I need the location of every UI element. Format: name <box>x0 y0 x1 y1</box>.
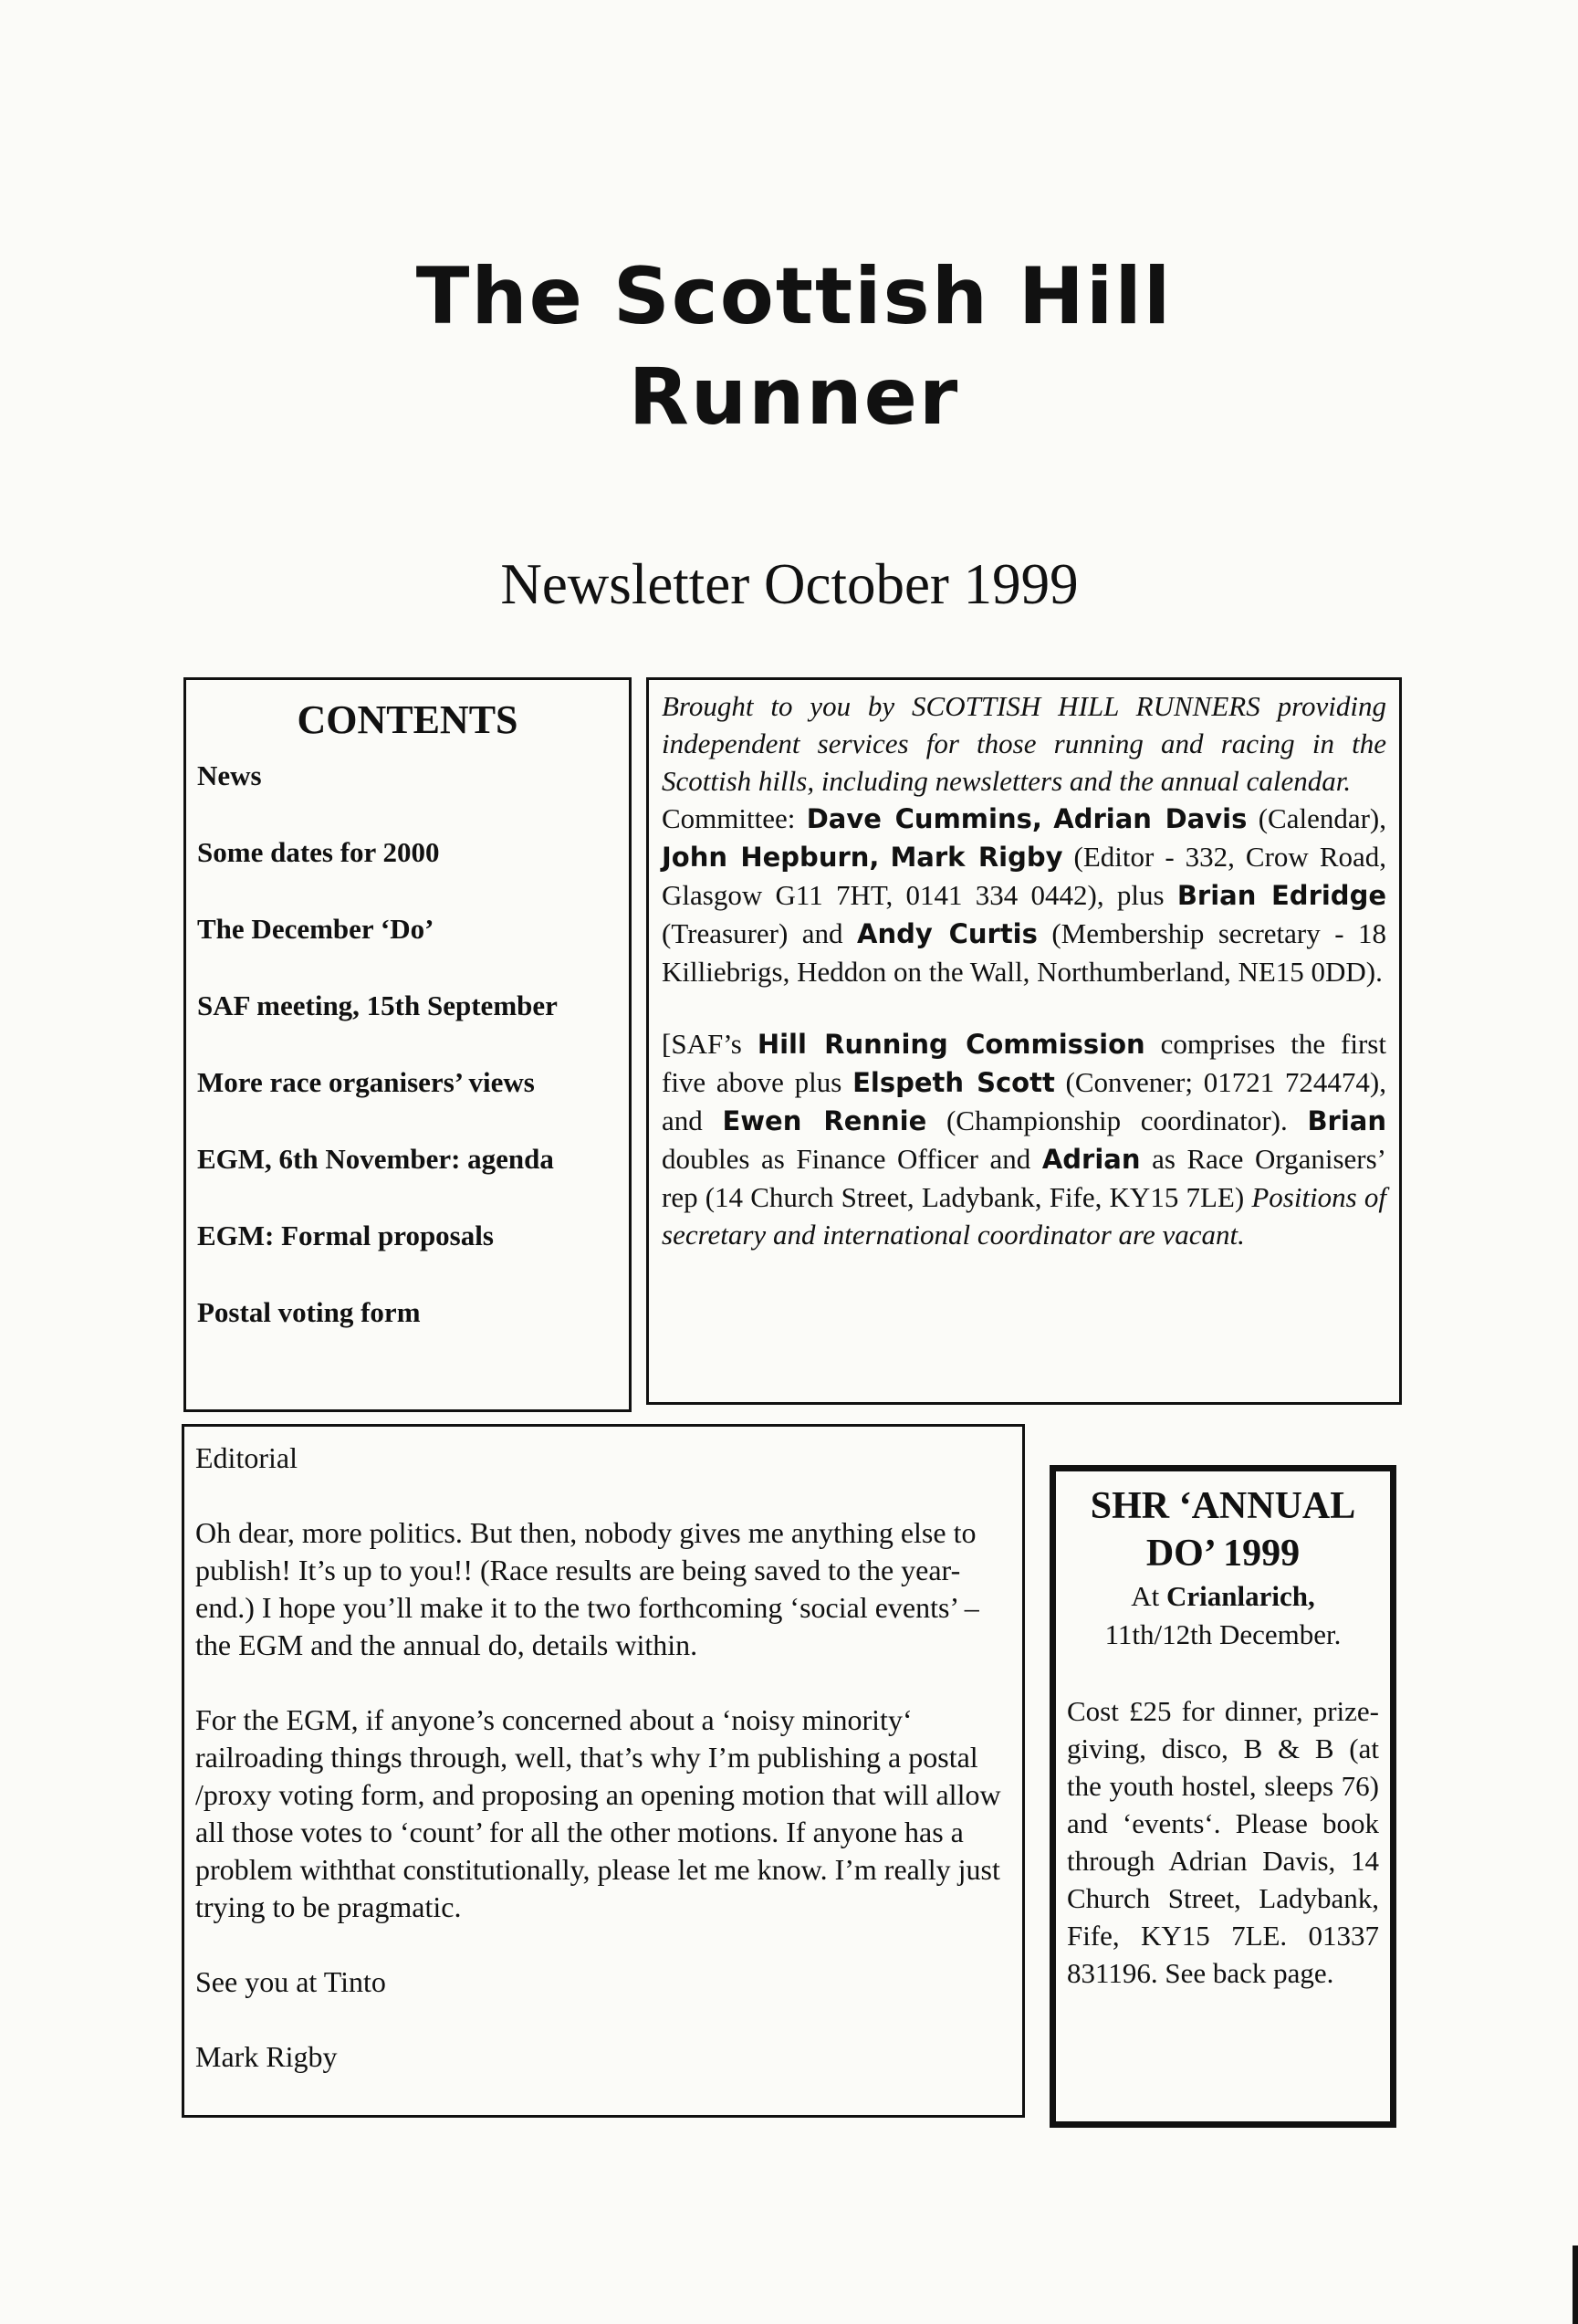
contents-list <box>197 759 629 1373</box>
contents-box <box>183 677 632 1412</box>
editorial-paragraph-1: Oh dear, more politics. But then, nobody gives me anything else to publish! It’s up to you!! (Race results are being saved to the year-end.) I hope you’ll make it to the two forthcoming ‘social events’ – the EGM and the annual do, details within. <box>195 1516 979 1661</box>
title-line-2: Runner <box>628 351 960 443</box>
committee-intro <box>662 687 1386 800</box>
committee-label: Committee: <box>662 802 807 834</box>
annual-do-dates: 11th/12th December. <box>1104 1618 1342 1650</box>
member-dave: Dave Cummins, <box>806 803 1042 834</box>
member-elspeth: Elspeth Scott <box>852 1067 1055 1098</box>
member-john: John Hepburn, <box>662 842 880 873</box>
calendar-text: (Calendar), <box>1247 802 1386 834</box>
ewen-details: (Championship coordinator). <box>926 1104 1308 1136</box>
editorial-heading: Editorial <box>195 1441 298 1474</box>
annual-venue: Crianlarich, <box>1166 1580 1315 1612</box>
andy-details: (Membership secretary - 18 Killiebrigs, Heddon on the Wall, Northumberland, NE15 0DD). <box>662 917 1386 988</box>
annual-do-box <box>1050 1465 1396 2128</box>
contents-item: More race organisers’ views <box>197 1066 535 1098</box>
annual-do-body: Cost £25 for dinner, prize-giving, disco, B & B (at the youth hostel, sleeps 76) and ‘events‘. Please book through Adrian Davis, 14 Church Street, Ladybank, Fife, KY15 7LE. 01337 831196. See back page. <box>1067 1695 1379 1989</box>
editorial-author: Mark Rigby <box>195 2040 338 2073</box>
annual-do-venue-line <box>1067 1577 1379 1616</box>
edge-mark <box>1573 2245 1578 2324</box>
contents-item: SAF meeting, 15th September <box>197 989 558 1021</box>
editorial-paragraph-2: For the EGM, if anyone’s concerned about a ‘noisy minority‘ railroading things through, well, that’s why I’m publishing a postal /proxy voting form, and proposing an opening motion that will allow all those votes to ‘count’ for all the other motions. If anyone has a problem withthat constitutionally, please let me know. I’m really just trying to be pragmatic. <box>195 1703 1001 1923</box>
title-line-1: The Scottish Hill <box>415 251 1173 342</box>
contents-item: EGM: Formal proposals <box>197 1220 494 1251</box>
contents-item: News <box>197 759 262 791</box>
contents-item: EGM, 6th November: agenda <box>197 1143 554 1175</box>
member-brian: Brian Edridge <box>1176 880 1386 911</box>
member-mark: Mark Rigby <box>890 842 1063 873</box>
contents-item: Some dates for 2000 <box>197 836 440 868</box>
annual-at: At <box>1131 1580 1166 1612</box>
newsletter-title <box>310 246 1278 447</box>
saf-paragraph <box>662 1025 1386 1253</box>
editorial-signoff: See you at Tinto <box>195 1965 386 1998</box>
brian-short: Brian <box>1307 1105 1386 1136</box>
committee-paragraph <box>662 800 1386 990</box>
vacant-note: Positions of secretary and international coordinator are vacant. <box>662 1181 1386 1251</box>
saf-open: [SAF’s <box>662 1028 758 1060</box>
commission-rest: comprises the first five above plus <box>662 1028 1386 1098</box>
editorial-box <box>182 1424 1025 2118</box>
mark-details: (Editor - 332, Crow Road, Glasgow G11 7HT, 0141 334 0442), plus <box>662 841 1386 911</box>
annual-do-title: SHR ‘ANNUAL DO’ 1999 <box>1090 1485 1356 1575</box>
contents-item: The December ‘Do’ <box>197 913 434 945</box>
elspeth-details: (Convener; 01721 724474), and <box>662 1066 1387 1136</box>
committee-box <box>646 677 1402 1405</box>
intro-text: Brought to you by SCOTTISH HILL RUNNERS providing independent services for those running and racing in the Scottish hills, including newsletters and the annual calendar. <box>662 690 1386 797</box>
newsletter-subtitle: Newsletter October 1999 <box>500 552 1079 616</box>
contents-heading: CONTENTS <box>297 697 518 742</box>
member-andy: Andy Curtis <box>857 918 1038 949</box>
commission-name: Hill Running Commission <box>757 1029 1145 1060</box>
doubles-text: doubles as Finance Officer and <box>662 1143 1042 1175</box>
contents-item: Postal voting form <box>197 1296 421 1328</box>
adrian-rep: as Race Organisers’ rep (14 Church Street, Ladybank, Fife, KY15 7LE) <box>662 1143 1387 1213</box>
member-ewen: Ewen Rennie <box>722 1105 927 1136</box>
treasurer-text: (Treasurer) and <box>662 917 858 949</box>
member-adrian: Adrian Davis <box>1053 803 1248 834</box>
adrian-short: Adrian <box>1041 1144 1141 1175</box>
